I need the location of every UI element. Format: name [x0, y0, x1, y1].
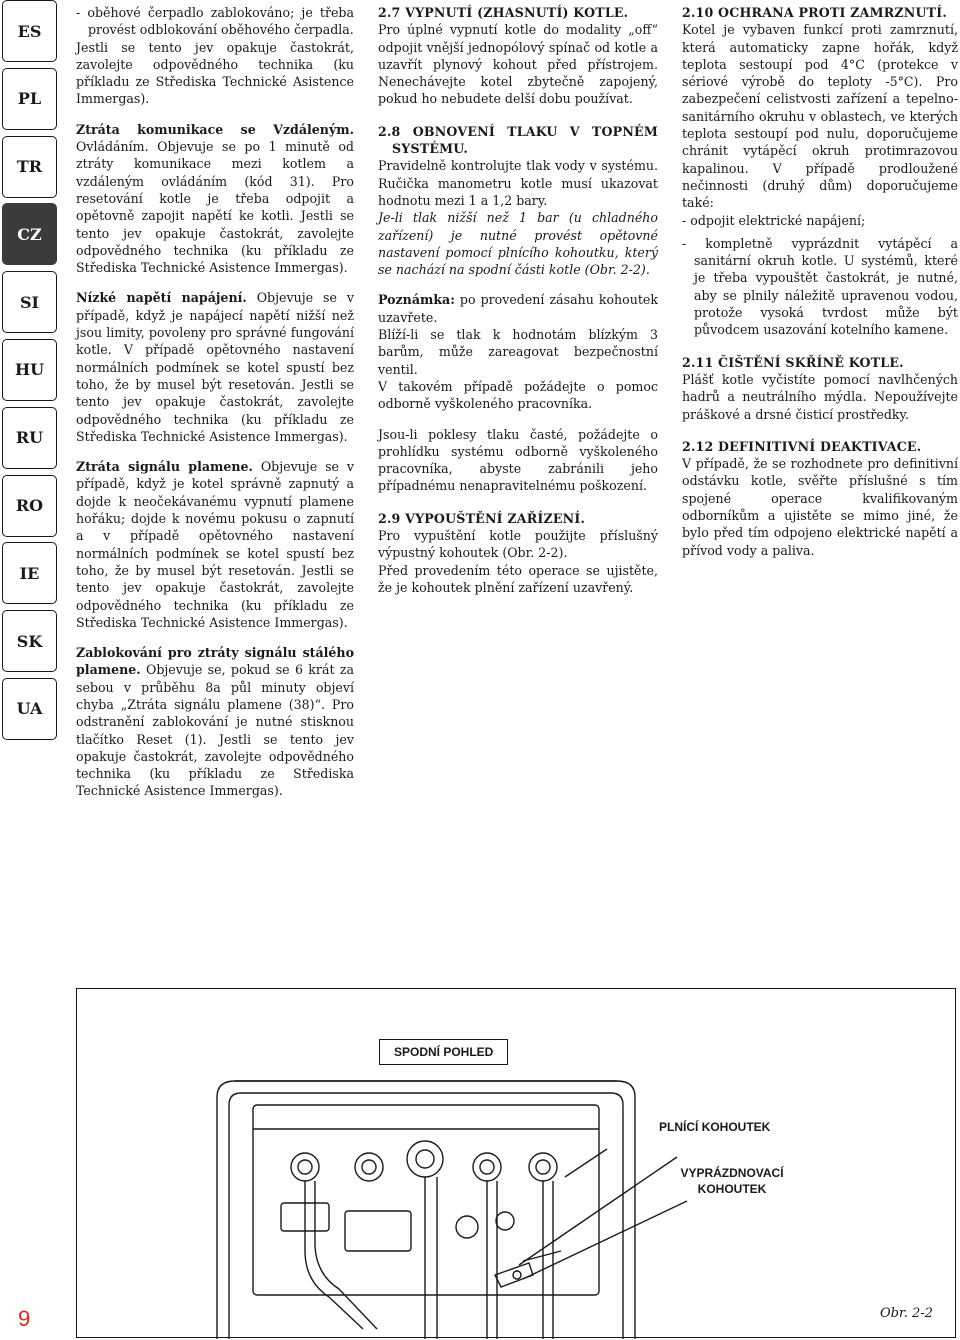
lang-tab-cz[interactable]: CZ	[2, 203, 57, 265]
section-2-8-title: 2.8 OBNOVENÍ TLAKU V TOPNÉM SYSTÉMU.	[378, 123, 658, 157]
flame-block-text: Objevuje se, pokud se 6 krát za sebou v průběhu 8a půl minuty objeví chyba „Ztráta signálu plamene (38)“. Pro odstranění zablokování je nutné stisknou tlačítko Reset (1). Jestli se tento jev opakuje častokrát, zavolejte odpovědného technika (ku příkladu ze Střediska Technické Asistence Immergas).	[76, 662, 354, 799]
paragraph: Blíží-li se tlak k hodnotám blízkým 3 barům, může zareagovat bezpečnostní ventil.	[378, 327, 658, 377]
fill-tap-label: PLNÍCÍ KOHOUTEK	[659, 1120, 771, 1134]
lang-tab-pl[interactable]: PL	[2, 68, 57, 130]
paragraph: Jestli se tento jev opakuje častokrát, zavolejte odpovědného technika (ku příkladu ze Střediska Technické Asistence Immergas).	[76, 39, 354, 107]
low-voltage-text: Objevuje se v případě, když je napájecí napětí nižší než jsou limity, povoleny pro správné fungování kotle. V případě opětovného nastavení normálních podmínek se kotel spustí bez toho, že by musel být resetován. Jestli se tento jev opakuje častokrát, zavolejte odpovědného technika (ku příkladu ze Střediska Technické Asistence Immergas).	[76, 290, 354, 444]
flame-loss-paragraph	[76, 458, 354, 631]
drain-tap-label-line-2: KOHOUTEK	[697, 1182, 767, 1196]
lang-tab-hu[interactable]: HU	[2, 339, 57, 401]
drain-tap-label	[663, 1165, 801, 1197]
text-column-2	[378, 4, 658, 596]
note-title: Poznámka:	[378, 292, 455, 308]
lang-tab-sk[interactable]: SK	[2, 610, 57, 672]
lang-tab-tr[interactable]: TR	[2, 136, 57, 198]
comm-loss-paragraph	[76, 121, 354, 277]
paragraph: Kotel je vybaven funkcí proti zamrznutí, která automaticky zapne hořák, když teplota sestoupí pod 4°C (protekce v sériové výrobě do teploty -5°C). Pro zabezpečení celistvosti zařízení a tepelno-sanitárního okruhu v oblastech, ve kterých teplota sestoupí pod nulu, doporučujeme chránit vytápěcí okruh protimrazovou kapalinou. V případě prodloužené nečinnosti (druhý dům) doporučujeme také:	[682, 22, 958, 211]
lang-tab-ua[interactable]: UA	[2, 678, 57, 740]
text-column-3	[682, 4, 958, 559]
paragraph	[378, 209, 658, 278]
text-column-1	[76, 4, 354, 800]
low-voltage-paragraph	[76, 289, 354, 445]
drain-tap-label-line-1: VYPRÁZDNOVACÍ	[680, 1166, 784, 1180]
paragraph: Před provedením této operace se ujistěte, že je kohoutek plnění zařízení uzavřený.	[378, 562, 658, 595]
lang-tab-ro[interactable]: RO	[2, 475, 57, 537]
flame-loss-text: Objevuje se v případě, když je kotel správně zapnutý a dojde k neočekávanému vypnutí plamene hořáku; dojde k novému pokusu o zapnutí a v případě opětovného nastavení normálních podmínek se kotel spustí bez toho, že by musel být resetován. Jestli se tento jev opakuje častokrát, zavolejte odpovědného technika (ku příkladu ze Střediska Technické Asistence Immergas).	[76, 459, 354, 630]
section-2-10-title: 2.10 OCHRANA PROTI ZAMRZNUTÍ.	[682, 5, 947, 20]
paragraph: Pravidelně kontrolujte tlak vody v systému. Ručička manometru kotle musí ukazovat hodnotu mezi 1 a 1,2 bary.	[378, 158, 658, 208]
low-voltage-title: Nízké napětí napájení.	[76, 290, 247, 306]
comm-loss-title: Ztráta komunikace se Vzdáleným.	[76, 121, 354, 137]
note-text: po provedení zásahu kohoutek uzavřete.	[378, 292, 658, 325]
pump-block-text: - oběhové čerpadlo zablokováno; je třeba provést odblokování oběhového čerpadla.	[76, 5, 354, 38]
paragraph: Pro vypuštění kotle použijte příslušný výpustný kohoutek (Obr. 2-2).	[378, 528, 658, 561]
lang-tab-ie[interactable]: IE	[2, 542, 57, 604]
italic-note: Je-li tlak nižší než 1 bar (u chladného zařízení) je nutné provést opětovné nastavení pomocí plnícího kohoutku, který se nachází na spodní části kotle (Obr. 2-2).	[378, 210, 658, 278]
section-2-11-title: 2.11 ČIŠTĚNÍ SKŘÍNĚ KOTLE.	[682, 354, 904, 370]
lang-tab-es[interactable]: ES	[2, 0, 57, 62]
paragraph: Pro úplné vypnutí kotle do modality „off“ odpojit vnější jednopólový spínač od kotle a uzavřít plynový kohout před přístrojem. Nenechávejte kotel zbytečně zapojený, pokud ho nebudete delší dobu používat.	[378, 22, 658, 107]
page-number: 9	[18, 1306, 31, 1331]
flame-loss-title: Ztráta signálu plamene.	[76, 459, 253, 475]
list-item: - odpojit elektrické napájení;	[682, 212, 866, 228]
lang-tab-si[interactable]: SI	[2, 271, 57, 333]
paragraph: V případě, že se rozhodnete pro definitivní odstávku kotle, svěřte příslušné s tím spojené operace kvalifikovaným odborníkům a ujistěte se mimo jiné, že bylo před tím odpojeno elektrické napětí a přívod vody a paliva.	[682, 456, 958, 558]
flame-block-paragraph	[76, 644, 354, 800]
boiler-bottom-view-figure	[76, 988, 956, 1338]
section-2-7-title: 2.7 VYPNUTÍ (ZHASNUTÍ) KOTLE.	[378, 5, 629, 20]
paragraph: V takovém případě požádejte o pomoc odborně vyškoleného pracovníka.	[378, 378, 658, 412]
figure-caption: Obr. 2-2	[880, 1306, 933, 1321]
note-paragraph	[378, 291, 658, 326]
figure-title: SPODNÍ POHLED	[379, 1039, 508, 1065]
comm-loss-text: Ovládáním. Objevuje se po 1 minutě od ztráty komunikace mezi kotlem a vzdáleným ovládáním (kód 31). Pro resetování kotle je třeba odpojit a opětovně zapojit napětí ke kotli. Jestli se tento jev opakuje častokrát, zavolejte odpovědného technika (ku příkladu ze Střediska Technické Asistence Immergas).	[76, 139, 354, 276]
paragraph: Jsou-li poklesy tlaku časté, požádejte o prohlídku systému odborně vyškoleného pracovníka, abyste zabránili jeho případnému nenapravitelnému poškození.	[378, 426, 658, 494]
flame-block-title: Zablokování pro ztráty signálu stálého plamene.	[76, 645, 354, 678]
list-item: - kompletně vyprázdnit vytápěcí a sanitární okruh kotle. U systémů, které je třeba vypouštět častokrát, je nutné, aby se plnily náležitě upravenou vodou, protože vysoká tvrdost může být původcem usazování kotelního kamene.	[682, 235, 958, 338]
language-tabs	[2, 0, 57, 746]
section-2-12-title: 2.12 DEFINITIVNÍ DEAKTIVACE.	[682, 438, 922, 454]
lang-tab-ru[interactable]: RU	[2, 407, 57, 469]
boiler-drawing	[77, 989, 957, 1339]
paragraph: Plášť kotle vyčistíte pomocí navlhčených hadrů a neutrálního mýdla. Nepoužívejte práškové a drsné čisticí prostředky.	[682, 371, 958, 422]
section-2-9-title: 2.9 VYPOUŠTĚNÍ ZAŘÍZENÍ.	[378, 510, 586, 526]
